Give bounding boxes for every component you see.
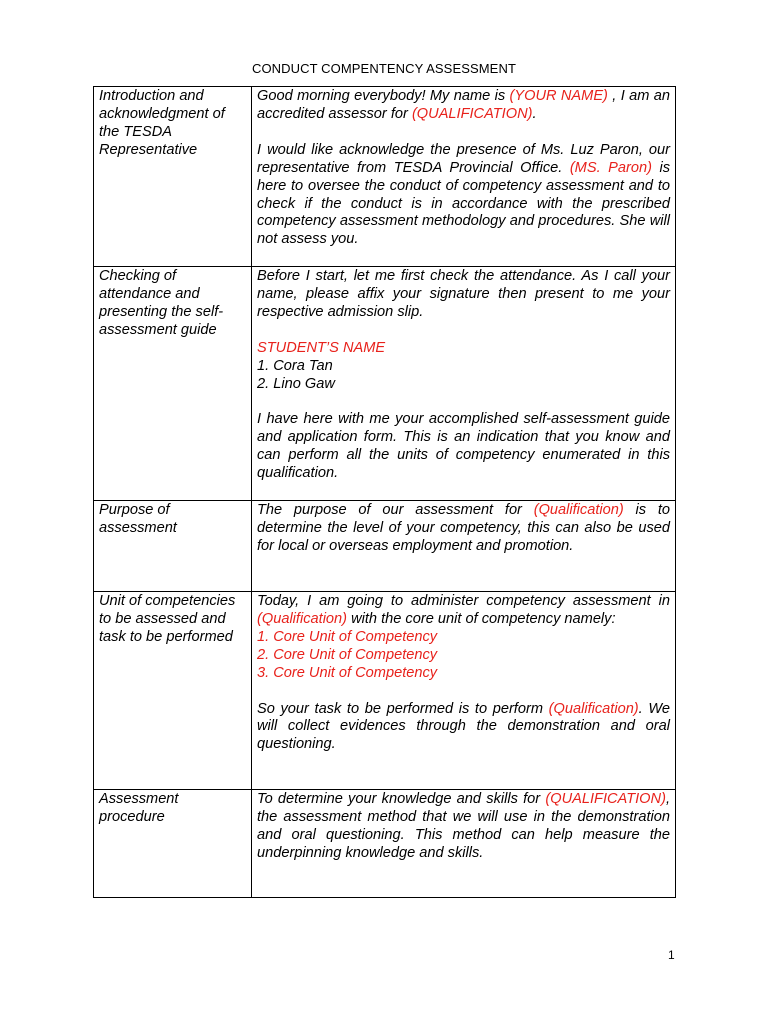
intro-greeting (257, 88, 670, 124)
table-row-attendance (94, 267, 676, 501)
units-intro (257, 593, 670, 629)
task-text-1: So your task to be performed is to perform (257, 700, 549, 717)
document-title: CONDUCT COMPENTENCY ASSESSMENT (251, 61, 516, 76)
procedure-text-1: To determine your knowledge and skills for (257, 791, 546, 807)
procedure-text (257, 791, 670, 863)
row-label-units: Unit of competencies to be assessed and task to be performed (94, 592, 252, 790)
greeting-text-2: , I am an accredited assessor for (257, 88, 670, 122)
spacer (257, 683, 670, 701)
list-item: 2. Lino Gaw (257, 375, 335, 392)
list-item: 1. Cora Tan (257, 357, 333, 374)
qualification-placeholder: (QUALIFICATION) (411, 105, 533, 122)
purpose-text-1: The purpose of our assessment for (257, 502, 534, 518)
row-label-introduction: Introduction and acknowledgment of the TESDA Representative (94, 87, 252, 267)
row-label-attendance: Checking of attendance and presenting the self-assessment guide (94, 267, 252, 501)
purpose-text (257, 502, 670, 556)
spacer (257, 322, 670, 340)
row-content-purpose (252, 501, 676, 592)
acknowledgment-text-2: is here to oversee the conduct of competency assessment and to check if the conduct is in accordance with the prescribed competency assessment methodology and procedures. She will not assess you. (257, 159, 670, 248)
qualification-placeholder: (Qualification) (533, 502, 624, 518)
row-label-procedure: Assessment procedure (94, 790, 252, 898)
spacer (257, 393, 670, 411)
task-text (257, 701, 670, 755)
row-content-procedure (252, 790, 676, 898)
intro-acknowledgment (257, 142, 670, 249)
your-name-placeholder: (YOUR NAME) (509, 88, 608, 104)
acknowledgment-text: I would like acknowledge the presence of Ms. Luz Paron, our representative from TESDA Provincial Office. (257, 141, 670, 176)
greeting-period: . (532, 105, 537, 122)
list-item: 2. Core Unit of Competency (257, 646, 438, 663)
table-row-procedure (94, 790, 676, 898)
greeting-text: Good morning everybody! My name is (257, 88, 510, 104)
purpose-text-2: is to determine the level of your competency, this can also be used for local or overseas employment and promotion. (257, 502, 670, 554)
list-item: 3. Core Unit of Competency (257, 664, 438, 681)
representative-placeholder: (MS. Paron) (569, 159, 652, 176)
units-text-1: Today, I am going to administer competency assessment in (257, 593, 670, 609)
table-row-introduction (94, 87, 676, 267)
core-unit-list (257, 629, 670, 683)
row-content-units (252, 592, 676, 790)
qualification-placeholder: (QUALIFICATION) (545, 791, 666, 807)
self-assessment-text: I have here with me your accomplished self-assessment guide and application form. This is an indication that you know and can perform all the units of competency enumerated in this qualification. (257, 411, 670, 482)
task-text-2: . We will collect evidences through the demonstration and oral questioning. (257, 700, 670, 753)
student-list (257, 358, 670, 394)
qualification-placeholder: (Qualification) (257, 610, 348, 627)
qualification-placeholder: (Qualification) (548, 700, 639, 717)
students-heading: STUDENT’S NAME (257, 339, 386, 356)
list-item: 1. Core Unit of Competency (257, 628, 438, 645)
attendance-instruction: Before I start, let me first check the attendance. As I call your name, please affix your signature then present to me your respective admission slip. (257, 268, 670, 320)
row-content-attendance (252, 267, 676, 501)
spacer (257, 124, 670, 142)
row-label-purpose: Purpose of assessment (94, 501, 252, 592)
table-row-units (94, 592, 676, 790)
units-text-2: with the core unit of competency namely: (347, 610, 616, 627)
procedure-text-2: , the assessment method that we will use in the demonstration and oral questioning. This method can help measure the underpinning knowledge and skills. (257, 791, 670, 861)
row-content-introduction (252, 87, 676, 267)
table-row-purpose (94, 501, 676, 592)
assessment-table (93, 86, 676, 898)
page-number: 1 (668, 948, 675, 962)
